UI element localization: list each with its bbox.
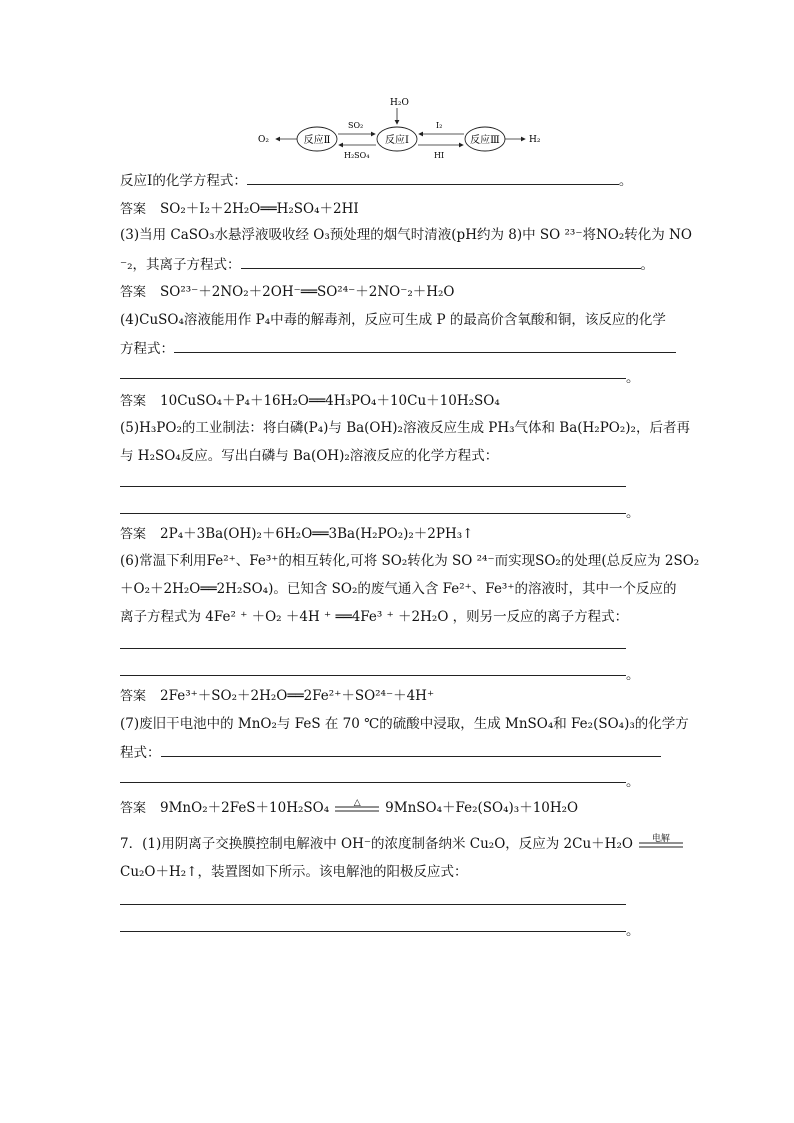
answer-label: 答案	[120, 285, 147, 300]
period: 。	[626, 923, 640, 939]
so2-label: SO₂	[348, 121, 364, 130]
question-7-1-line-1	[120, 834, 689, 854]
hi-label: HI	[434, 151, 445, 160]
period: 。	[626, 505, 640, 521]
question-3-line-1: (3)当用 CaSO₃水悬浮液吸收经 O₃预处理的烟气时清液(pH约为 8)中 SO ²³⁻将NO₂转化为 NO	[120, 227, 692, 243]
answer-line	[120, 782, 626, 783]
question-text: 程式：	[120, 745, 161, 761]
answer-line	[120, 486, 626, 487]
question-4-line-1: (4)CuSO₄溶液能用作 P₄中毒的解毒剂，反应可生成 P 的最高价含氧酸和铜，该反应的化学	[120, 312, 666, 328]
period: 。	[618, 173, 633, 189]
answer-line	[120, 675, 626, 676]
answer-label: 答案	[120, 801, 147, 816]
question-4-line-2	[120, 338, 676, 359]
question-3-line-2	[120, 254, 654, 275]
question-6-line-3: 离子方程式为 4Fe² ⁺ ＋O₂ ＋4H ⁺ ══4Fe³ ⁺ ＋2H₂O ，则另一反应的离子方程式：	[120, 609, 629, 625]
answer-line	[120, 931, 626, 932]
question-text: 反应Ⅰ的化学方程式：	[120, 173, 247, 189]
answer-text: 10CuSO₄＋P₄＋16H₂O══4H₃PO₄＋10Cu＋10H₂SO₄	[160, 393, 500, 409]
answer-right: 9MnSO₄＋Fe₂(SO₄)₃＋10H₂O	[385, 800, 579, 816]
question-6-line-2: ＋O₂＋2H₂O══2H₂SO₄)。已知含 SO₂的废气通入含 Fe²⁺、Fe³⁺的溶液时，其中一个反应的	[120, 581, 677, 597]
i2-label: I₂	[436, 121, 443, 130]
answer-text: 2Fe³⁺＋SO₂＋2H₂O══2Fe²⁺＋SO²⁴⁻＋4H⁺	[160, 688, 435, 704]
question-text: 方程式：	[120, 341, 174, 357]
answer-label: 答案	[120, 202, 147, 217]
question-7-line-1: (7)废旧干电池中的 MnO₂与 FeS 在 70 ℃的硫酸中浸取，生成 MnSO₄和 Fe₂(SO₄)₃的化学方	[120, 716, 689, 732]
reaction-cycle-diagram	[250, 92, 550, 164]
answer-line	[120, 513, 626, 514]
period: 。	[626, 370, 640, 386]
heat-symbol: △	[353, 797, 361, 808]
reaction-1-label: 反应Ⅰ	[385, 135, 409, 146]
electrolysis-label: 电解	[651, 833, 670, 844]
h2-label: H₂	[529, 135, 541, 145]
question-text: 7．(1)用阴离子交换膜控制电解液中 OH⁻的浓度制备纳米 Cu₂O，反应为 2Cu＋H₂O	[120, 836, 633, 852]
question-5-line-1: (5)H₃PO₂的工业制法：将白磷(P₄)与 Ba(OH)₂溶液反应生成 PH₃气体和 Ba(H₂PO₂)₂，后者再	[120, 420, 690, 436]
answer-blank	[174, 338, 676, 353]
answer-5	[120, 524, 473, 545]
answer-label: 答案	[120, 527, 147, 542]
question-6-line-1: (6)常温下利用Fe²⁺、Fe³⁺的相互转化,可将 SO₂转化为 SO ²⁴⁻而实现SO₂的处理(总反应为 2SO₂	[120, 553, 700, 569]
answer-line	[120, 648, 626, 649]
answer-4	[120, 391, 500, 412]
answer-label: 答案	[120, 689, 147, 704]
answer-3	[120, 282, 455, 303]
question-reaction-1	[120, 170, 632, 191]
answer-blank	[161, 742, 661, 757]
period: 。	[640, 257, 655, 273]
answer-blank	[247, 170, 619, 185]
answer-text: SO₂＋I₂＋2H₂O══H₂SO₄＋2HI	[160, 201, 359, 217]
question-7-line-2	[120, 742, 661, 763]
electrolysis-condition-arrow	[639, 833, 683, 848]
answer-blank	[241, 254, 641, 269]
answer-7	[120, 798, 578, 819]
answer-text: 2P₄＋3Ba(OH)₂＋6H₂O══3Ba(H₂PO₂)₂＋2PH₃↑	[160, 526, 474, 542]
reaction-3-label: 反应Ⅲ	[470, 135, 500, 146]
answer-label: 答案	[120, 394, 147, 409]
question-text: ⁻₂，其离子方程式：	[120, 257, 241, 273]
reaction-2-label: 反应Ⅱ	[303, 135, 331, 146]
question-7-1-line-2: Cu₂O＋H₂↑，装置图如下所示。该电解池的阳极反应式：	[120, 864, 468, 880]
answer-line	[120, 378, 626, 379]
h2o-label: H₂O	[390, 98, 409, 108]
answer-1	[120, 199, 359, 220]
period: 。	[626, 774, 640, 790]
answer-line	[120, 904, 626, 905]
period: 。	[626, 667, 640, 683]
answer-left: 9MnO₂＋2FeS＋10H₂SO₄	[160, 800, 330, 816]
o2-label: O₂	[258, 135, 269, 145]
question-5-line-2: 与 H₂SO₄反应。写出白磷与 Ba(OH)₂溶液反应的化学方程式：	[120, 448, 499, 464]
h2so4-label: H₂SO₄	[344, 151, 370, 160]
heat-condition-arrow	[335, 797, 379, 812]
answer-6	[120, 686, 434, 707]
answer-text: SO²³⁻＋2NO₂＋2OH⁻══SO²⁴⁻＋2NO⁻₂＋H₂O	[160, 284, 455, 300]
